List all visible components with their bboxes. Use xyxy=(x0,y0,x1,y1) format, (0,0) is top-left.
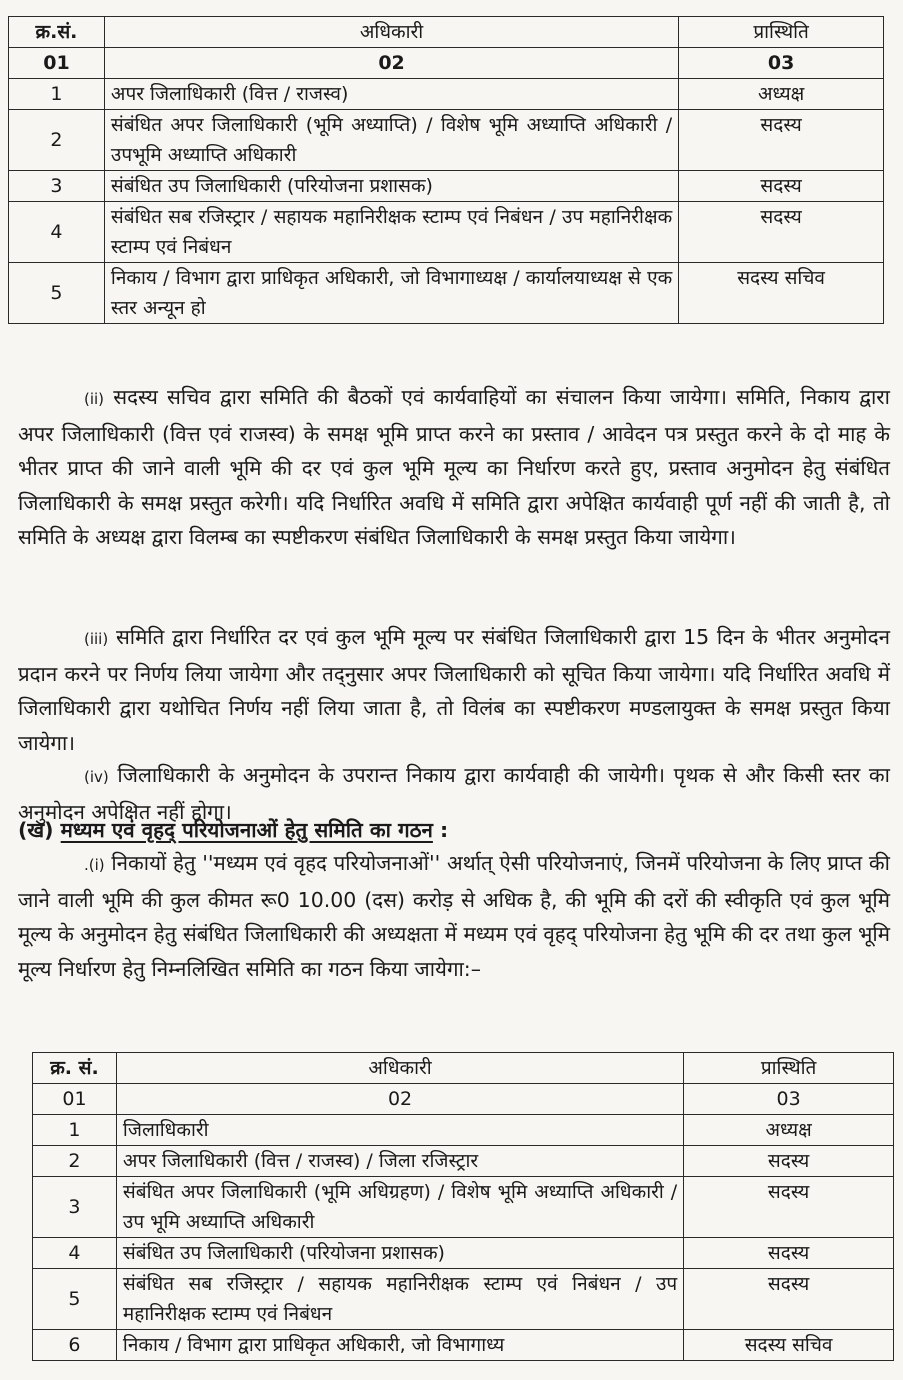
paragraph-text: जिलाधिकारी के अनुमोदन के उपरान्त निकाय द्वारा कार्यवाही की जायेगी। पृथक से और किसी स्तर का अनुमोदन अपेक्षित नहीं होगा। xyxy=(18,763,890,824)
header-sno: क्र.सं. xyxy=(9,17,105,48)
table-row xyxy=(33,1269,894,1330)
header-officer: अधिकारी xyxy=(104,17,678,48)
row-sno: 5 xyxy=(33,1269,117,1330)
row-status: सदस्य xyxy=(679,202,884,263)
paragraph-marker: .(i) xyxy=(84,856,105,874)
committee-table-small-projects xyxy=(8,16,884,324)
paragraph-marker: (ii) xyxy=(84,390,105,408)
row-status: सदस्य xyxy=(684,1238,894,1269)
row-sno: 6 xyxy=(33,1330,117,1361)
row-status: सदस्य xyxy=(679,110,884,171)
colnum-sno: 01 xyxy=(9,48,105,79)
table-row xyxy=(33,1330,894,1361)
paragraph-text: सदस्य सचिव द्वारा समिति की बैठकों एवं कार्यवाहियों का संचालन किया जायेगा। समिति, निकाय द्वारा अपर जिलाधिकारी (वित्त एवं राजस्व) के समक्ष भूमि प्राप्त करने का प्रस्ताव / आवेदन पत्र प्रस्तुत करने के दो माह के भीतर प्राप्त की जाने वाली भूमि की दर एवं कुल भूमि मूल्य का निर्धारण करते हुए, प्रस्ताव अनुमोदन हेतु संबंधित जिलाधिकारी के समक्ष प्रस्तुत करेगी। यदि निर्धारित अवधि में समिति द्वारा अपेक्षित कार्यवाही पूर्ण नहीं की जाती है, तो समिति के अध्यक्ष द्वारा विलम्ब का स्पष्टीकरण संबंधित जिलाधिकारी के समक्ष प्रस्तुत किया जायेगा। xyxy=(18,385,890,549)
header-sno: क्र. सं. xyxy=(33,1053,117,1084)
table-header-row xyxy=(9,17,884,48)
row-sno: 2 xyxy=(33,1146,117,1177)
row-sno: 1 xyxy=(9,79,105,110)
row-officer: संबंधित अपर जिलाधिकारी (भूमि अधिग्रहण) / विशेष भूमि अध्याप्ति अधिकारी / उप भूमि अध्याप्ति अधिकारी xyxy=(116,1177,683,1238)
row-officer: संबंधित सब रजिस्ट्रार / सहायक महानिरीक्षक स्टाम्प एवं निबंधन / उप महानिरीक्षक स्टाम्प एवं निबंधन xyxy=(116,1269,683,1330)
paragraph-iii xyxy=(18,620,890,760)
paragraph-text: निकायों हेतु ''मध्यम एवं वृहद परियोजनाओं'' अर्थात् ऐसी परियोजनाएं, जिनमें परियोजना के लिए प्राप्त की जाने वाली भूमि की कुल कीमत रू0 10.00 (दस) करोड़ से अधिक है, की भूमि की दरों की स्वीकृति एवं कुल भूमि मूल्य के अनुमोदन हेतु संबंधित जिलाधिकारी की अध्यक्षता में मध्यम एवं वृहद् परियोजना हेतु भूमि की दर तथा कुल भूमि मूल्य निर्धारण हेतु निम्नलिखित समिति का गठन किया जायेगा:– xyxy=(18,851,890,981)
paragraph-marker: (iii) xyxy=(84,630,109,648)
row-status: सदस्य सचिव xyxy=(684,1330,894,1361)
table-row xyxy=(33,1115,894,1146)
paragraph-kha-i xyxy=(18,846,890,986)
row-officer: संबंधित अपर जिलाधिकारी (भूमि अध्याप्ति) / विशेष भूमि अध्याप्ति अधिकारी / उपभूमि अध्याप्ति अधिकारी xyxy=(104,110,678,171)
column-number-row xyxy=(9,48,884,79)
paragraph-ii xyxy=(18,380,890,555)
table-row xyxy=(9,110,884,171)
row-status: सदस्य xyxy=(684,1177,894,1238)
table-row xyxy=(33,1238,894,1269)
row-sno: 3 xyxy=(9,171,105,202)
header-officer: अधिकारी xyxy=(116,1053,683,1084)
table-header-row xyxy=(33,1053,894,1084)
row-officer: जिलाधिकारी xyxy=(116,1115,683,1146)
row-officer: अपर जिलाधिकारी (वित्त / राजस्व) xyxy=(104,79,678,110)
row-status: सदस्य xyxy=(684,1146,894,1177)
section-title: मध्यम एवं वृहद् परियोजनाओं हेतु समिति का गठन xyxy=(60,818,433,842)
table-row xyxy=(33,1177,894,1238)
table-row xyxy=(9,202,884,263)
table-row xyxy=(9,171,884,202)
row-sno: 1 xyxy=(33,1115,117,1146)
column-number-row xyxy=(33,1084,894,1115)
row-sno: 4 xyxy=(33,1238,117,1269)
row-sno: 5 xyxy=(9,263,105,324)
row-status: सदस्य xyxy=(679,171,884,202)
row-status: अध्यक्ष xyxy=(679,79,884,110)
row-officer: निकाय / विभाग द्वारा प्राधिकृत अधिकारी, जो विभागाध्यक्ष / कार्यालयाध्यक्ष से एक स्तर अन्यून हो xyxy=(104,263,678,324)
table-row xyxy=(9,79,884,110)
row-status: सदस्य सचिव xyxy=(679,263,884,324)
row-sno: 3 xyxy=(33,1177,117,1238)
row-sno: 4 xyxy=(9,202,105,263)
section-colon: : xyxy=(440,818,449,842)
section-heading xyxy=(18,815,448,845)
table-row xyxy=(33,1146,894,1177)
section-label: (ख) xyxy=(18,818,54,842)
header-status: प्रास्थिति xyxy=(684,1053,894,1084)
row-officer: संबंधित उप जिलाधिकारी (परियोजना प्रशासक) xyxy=(104,171,678,202)
row-officer: संबंधित उप जिलाधिकारी (परियोजना प्रशासक) xyxy=(116,1238,683,1269)
row-officer: निकाय / विभाग द्वारा प्राधिकृत अधिकारी, जो विभागाध्य xyxy=(116,1330,683,1361)
paragraph-text: समिति द्वारा निर्धारित दर एवं कुल भूमि मूल्य पर संबंधित जिलाधिकारी द्वारा 15 दिन के भीतर अनुमोदन प्रदान करने पर निर्णय लिया जायेगा और तद्नुसार अपर जिलाधिकारी को सूचित किया जायेगा। यदि निर्धारित अवधि में जिलाधिकारी द्वारा यथोचित निर्णय नहीं लिया जाता है, तो विलंब का स्पष्टीकरण मण्डलायुक्त के समक्ष प्रस्तुत किया जायेगा। xyxy=(18,625,890,755)
committee-table-medium-large-projects xyxy=(32,1052,894,1361)
paragraph-marker: (iv) xyxy=(84,768,109,786)
colnum-status: 03 xyxy=(679,48,884,79)
row-status: अध्यक्ष xyxy=(684,1115,894,1146)
row-status: सदस्य xyxy=(684,1269,894,1330)
colnum-officer: 02 xyxy=(104,48,678,79)
table-row xyxy=(9,263,884,324)
row-officer: संबंधित सब रजिस्ट्रार / सहायक महानिरीक्षक स्टाम्प एवं निबंधन / उप महानिरीक्षक स्टाम्प एवं निबंधन xyxy=(104,202,678,263)
colnum-officer: 02 xyxy=(116,1084,683,1115)
row-sno: 2 xyxy=(9,110,105,171)
colnum-status: 03 xyxy=(684,1084,894,1115)
row-officer: अपर जिलाधिकारी (वित्त / राजस्व) / जिला रजिस्ट्रार xyxy=(116,1146,683,1177)
header-status: प्रास्थिति xyxy=(679,17,884,48)
colnum-sno: 01 xyxy=(33,1084,117,1115)
